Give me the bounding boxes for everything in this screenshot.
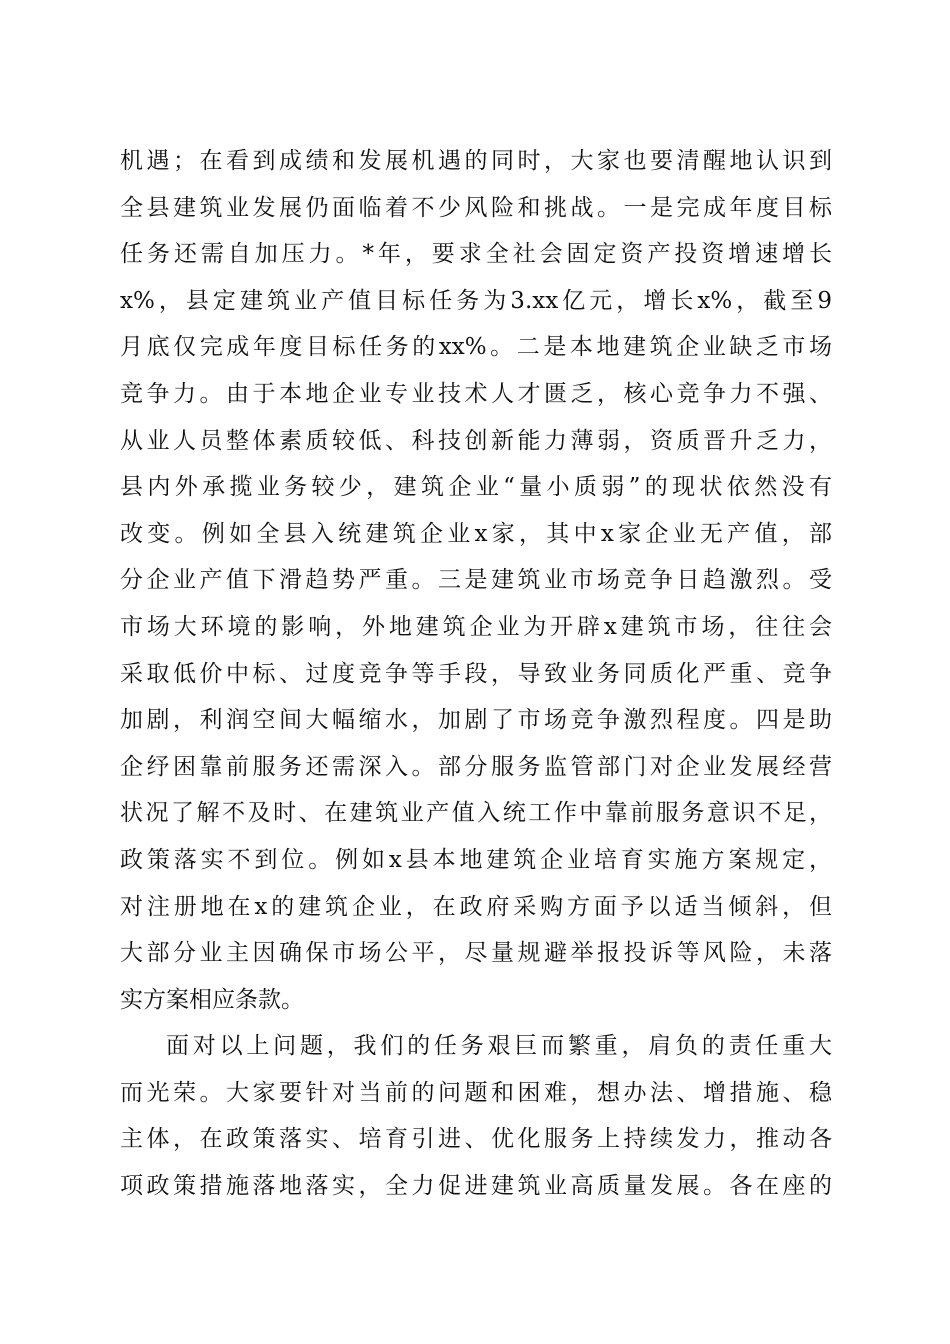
text-line: 采取低价中标、过度竞争等手段，导致业务同质化严重、竞争 — [120, 660, 832, 687]
text-line: 从业人员整体素质较低、科技创新能力薄弱，资质晋升乏力， — [120, 427, 832, 454]
text-line: 面对以上问题，我们的任务艰巨而繁重，肩负的责任重大 — [166, 1033, 832, 1060]
text-line: 月底仅完成年度目标任务的xx%。二是本地建筑企业缺乏市场 — [120, 334, 832, 361]
text-line: 项政策措施落地落实，全力促进建筑业高质量发展。各在座的 — [120, 1173, 832, 1200]
text-line: 企纾困靠前服务还需深入。部分服务监管部门对企业发展经营 — [120, 753, 832, 780]
body-text — [120, 138, 832, 1210]
text-line: 实方案相应条款。 — [120, 986, 304, 1013]
text-line: 而光荣。大家要针对当前的问题和困难，想办法、增措施、稳 — [120, 1079, 832, 1106]
text-line: 市场大环境的影响，外地建筑企业为开辟x建筑市场，往往会 — [120, 613, 832, 640]
text-line: 状况了解不及时、在建筑业产值入统工作中靠前服务意识不足， — [120, 800, 832, 827]
text-line: 县内外承揽业务较少，建筑企业“量小质弱”的现状依然没有 — [120, 474, 832, 501]
paragraph — [120, 1023, 832, 1209]
text-line: 机遇；在看到成绩和发展机遇的同时，大家也要清醒地认识到 — [120, 148, 832, 174]
text-line: 大部分业主因确保市场公平，尽量规避举报投诉等风险，未落 — [120, 940, 832, 967]
text-line: 任务还需自加压力。*年，要求全社会固定资产投资增速增长 — [120, 241, 832, 268]
text-line: 全县建筑业发展仍面临着不少风险和挑战。一是完成年度目标 — [120, 194, 832, 221]
paragraph — [120, 138, 832, 1023]
text-line: 加剧，利润空间大幅缩水，加剧了市场竞争激烈程度。四是助 — [120, 707, 832, 734]
text-line: 对注册地在x的建筑企业，在政府采购方面予以适当倾斜，但 — [120, 893, 832, 920]
text-line: x%，县定建筑业产值目标任务为3.xx亿元，增长x%，截至9 — [120, 287, 832, 314]
text-line: 政策落实不到位。例如x县本地建筑企业培育实施方案规定， — [120, 846, 832, 873]
text-line: 改变。例如全县入统建筑企业x家，其中x家企业无产值，部 — [120, 520, 832, 547]
text-line: 竞争力。由于本地企业专业技术人才匮乏，核心竞争力不强、 — [120, 380, 832, 407]
text-line: 主体，在政策落实、培育引进、优化服务上持续发力，推动各 — [120, 1126, 832, 1153]
text-line: 分企业产值下滑趋势严重。三是建筑业市场竞争日趋激烈。受 — [120, 567, 832, 594]
